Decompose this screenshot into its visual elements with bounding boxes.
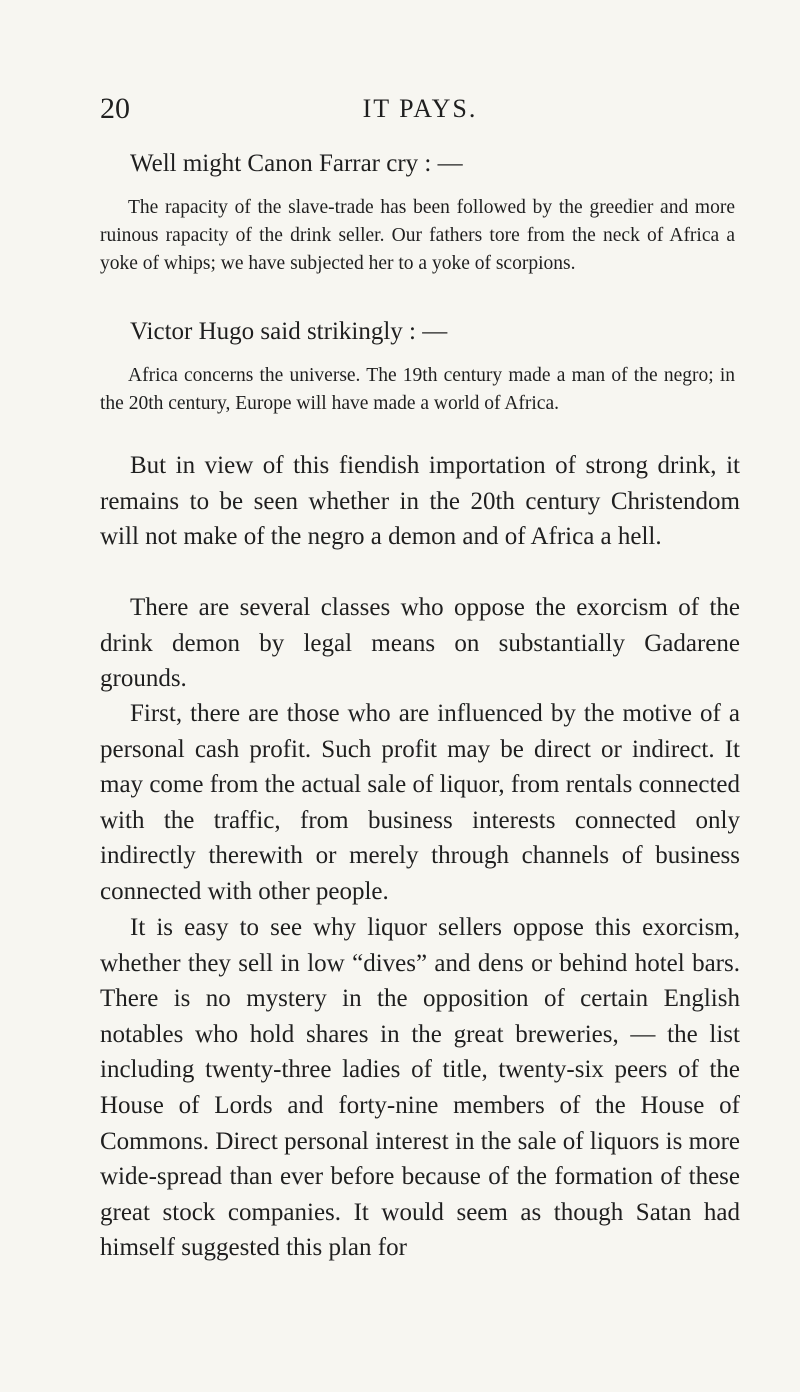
paragraph: First, there are those who are influenced by the motive of a personal cash profit. Such profit may be direct or indirect. It may come from the actual sale of liquor, from rentals connected with the traffic, from business interests connected only indirectly therewith or merely through channels of business connected with other people.	[100, 700, 740, 905]
page-number: 20	[100, 92, 130, 125]
victor-hugo-quote: Africa concerns the universe. The 19th century made a man of the negro; in the 20th century, Europe will have made a world of Africa.	[100, 365, 735, 414]
victor-hugo-intro: Victor Hugo said strikingly : —	[130, 318, 448, 345]
paragraph: It is easy to see why liquor sellers oppose this exorcism, whether they sell in low “dives” and dens or behind hotel bars. There is no mystery in the opposition of certain English notables who hold shares in the great breweries, — the list including twenty-three ladies of title, twenty-six peers of the House of Lords and forty-nine members of the House of Commons. Direct personal interest in the sale of liquors is more wide-spread than ever before because of the formation of these great stock companies. It would seem as though Satan had himself suggested this plan for	[100, 914, 740, 1262]
paragraph: There are several classes who oppose the exorcism of the drink demon by legal means on substantially Gadarene grounds.	[100, 594, 740, 693]
running-title: IT PAYS.	[362, 94, 478, 123]
page-header	[100, 92, 740, 132]
paragraph: But in view of this fiendish importation of strong drink, it remains to be seen whether in the 20th century Christendom will not make of the negro a demon and of Africa a hell.	[100, 452, 740, 551]
canon-farrar-intro: Well might Canon Farrar cry : —	[130, 150, 463, 177]
canon-farrar-quote: The rapacity of the slave-trade has been followed by the greedier and more ruinous rapacity of the drink seller. Our fathers tore from the neck of Africa a yoke of whips; we have subjected her to a yoke of scorpions.	[100, 197, 735, 274]
